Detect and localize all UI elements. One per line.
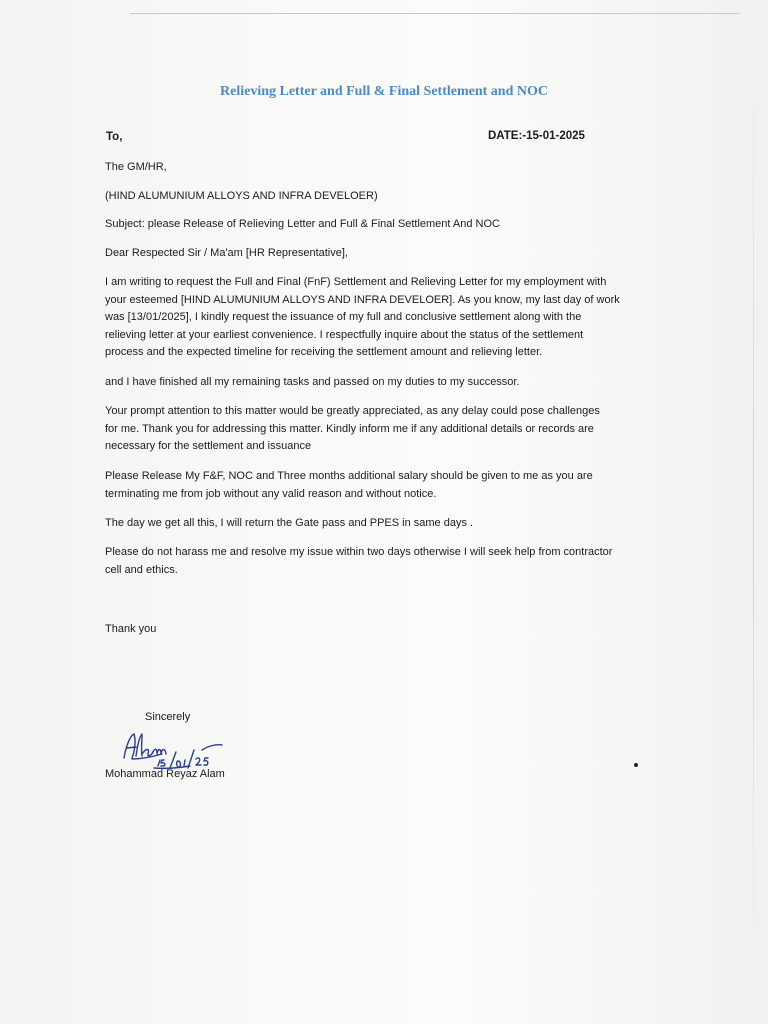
paragraph-harass (105, 544, 665, 579)
paragraph-attention (105, 403, 665, 456)
thank-you: Thank you (105, 623, 157, 635)
page-edge-shadow (753, 0, 754, 1024)
paragraph-line: your esteemed [HIND ALUMUNIUM ALLOYS AND INFRA DEVELOER]. As you know, my last day of work (105, 293, 620, 306)
ink-speck (634, 763, 638, 767)
closing: Sincerely (145, 711, 191, 723)
paragraph-line: Your prompt attention to this matter would be greatly appreciated, as any delay could pose challenges (105, 405, 600, 417)
paragraph-line: terminating me from job without any valid reason and without notice. (105, 487, 437, 500)
paragraph-line: process and the expected timeline for receiving the settlement amount and relieving letter. (105, 346, 543, 359)
letter-date: DATE:-15-01-2025 (488, 130, 585, 142)
subject-line: Subject: please Release of Relieving Letter and Full & Final Settlement And NOC (105, 218, 500, 230)
paragraph-gate-pass: The day we get all this, I will return the Gate pass and PPES in same days . (105, 517, 474, 529)
paragraph-line: was [13/01/2025], I kindly request the issuance of my full and conclusive settlement along with the (105, 311, 582, 324)
paragraph-tasks: and I have finished all my remaining tasks and passed on my duties to my successor. (105, 376, 520, 388)
paragraph-request (105, 274, 665, 362)
paragraph-line: relieving letter at your earliest convenience. I respectfully inquire about the status of the settlement (105, 328, 584, 341)
paragraph-line: Please Release My F&F, NOC and Three months additional salary should be given to me as you are (105, 470, 593, 482)
paragraph-line: necessary for the settlement and issuance (105, 440, 312, 453)
salutation: Dear Respected Sir / Ma'am [HR Representative], (105, 247, 348, 259)
paragraph-line: Please do not harass me and resolve my issue within two days otherwise I will seek help from contractor (105, 546, 613, 558)
paragraph-line: I am writing to request the Full and Final (FnF) Settlement and Relieving Letter for my employment with (105, 276, 607, 288)
page-edge-line (130, 13, 740, 14)
addressee-to: To, (106, 131, 123, 143)
paragraph-line: for me. Thank you for addressing this matter. Kindly inform me if any additional details or records are (105, 422, 594, 435)
paragraph-release (105, 468, 665, 503)
recipient: The GM/HR, (105, 161, 167, 173)
paragraph-line: cell and ethics. (105, 563, 178, 576)
company-name: (HIND ALUMUNIUM ALLOYS AND INFRA DEVELOER) (105, 190, 378, 202)
sender-name: Mohammad Reyaz Alam (105, 768, 225, 780)
letter-title: Relieving Letter and Full & Final Settlement and NOC (220, 84, 548, 99)
